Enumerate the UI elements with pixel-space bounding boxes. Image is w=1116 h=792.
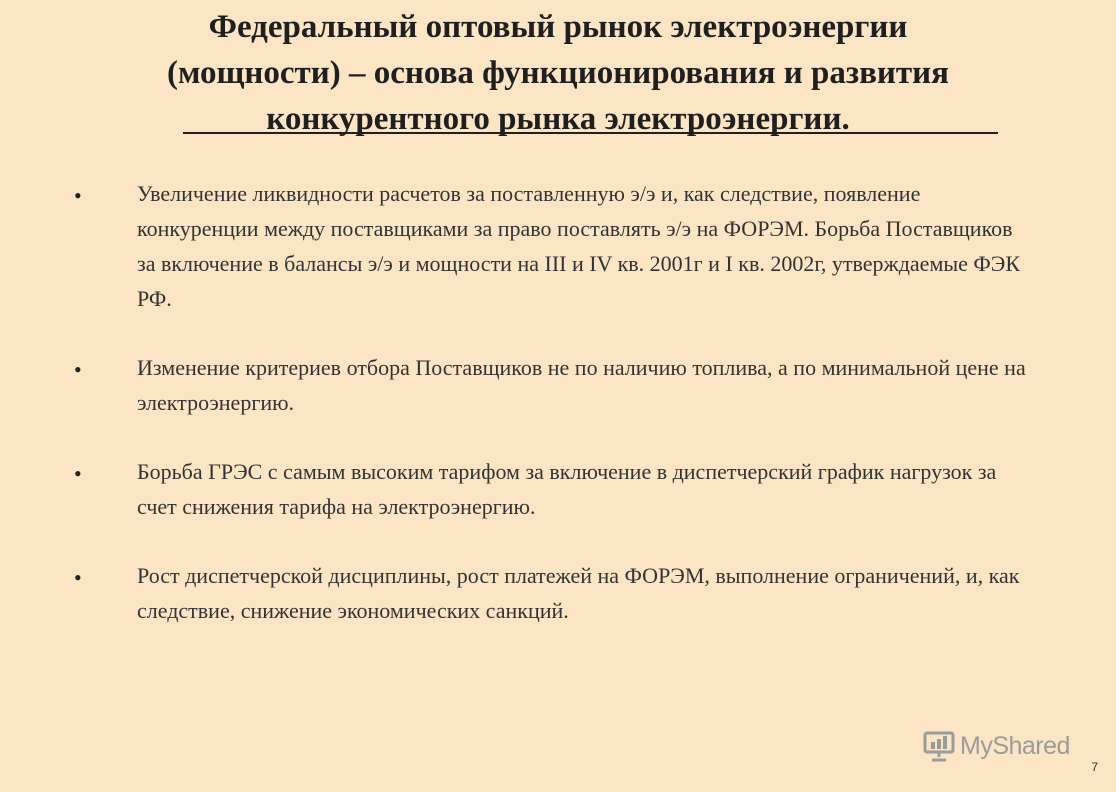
list-item [72,350,1032,420]
list-item [72,558,1032,628]
slide-title [60,4,1056,142]
bullet-text: Увеличение ликвидности расчетов за поставленную э/э и, как следствие, появление конкуренции между поставщиками за право поставлять э/э на ФОРЭМ. Борьба Поставщиков за включение в балансы э/э и мощности на III и IV кв. 2001г и I кв. 2002г, утверждаемые ФЭК РФ. [137,181,1020,311]
title-line-3: конкурентного рынка электроэнергии. [266,101,850,137]
bullet-list [72,176,1032,628]
presentation-board-icon [922,730,956,762]
page-number: 7 [1091,760,1098,774]
watermark-text: MyShared [960,731,1070,760]
watermark [922,728,1070,764]
list-item [72,176,1032,316]
bullet-dot: • [74,183,82,208]
bullet-text: Борьба ГРЭС с самым высоким тарифом за включение в диспетчерский график нагрузок за счет снижения тарифа на электроэнергию. [137,459,997,519]
bullet-text: Изменение критериев отбора Поставщиков не по наличию топлива, а по минимальной цене на электроэнергию. [137,355,1026,415]
title-line-1: Федеральный оптовый рынок электроэнергии [208,9,908,45]
bullet-text: Рост диспетчерской дисциплины, рост платежей на ФОРЭМ, выполнение ограничений, и, как следствие, снижение экономических санкций. [137,563,1020,623]
bullet-dot: • [74,565,82,590]
bullet-dot: • [74,357,82,382]
title-line-2: (мощности) – основа функционирования и развития [166,55,950,91]
list-item [72,454,1032,524]
bullet-dot: • [74,461,82,486]
